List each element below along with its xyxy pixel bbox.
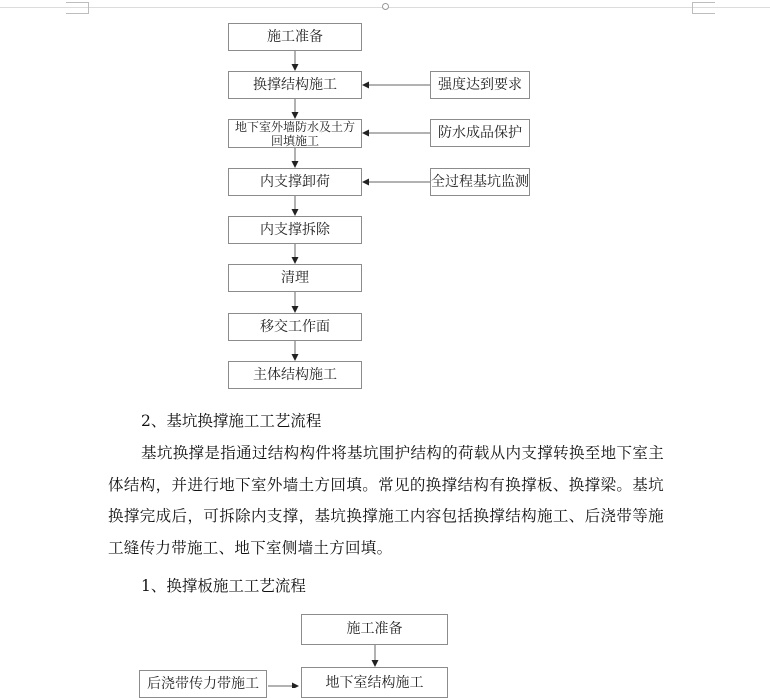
flow-step-support-construction: 换撑结构施工 <box>228 71 362 99</box>
flow-side-monitoring: 全过程基坑监测 <box>430 168 530 196</box>
sub-heading: 1、换撑板施工工艺流程 <box>141 577 306 595</box>
flow-side-strength: 强度达到要求 <box>430 71 530 99</box>
flow-step-handover: 移交工作面 <box>228 313 362 341</box>
flow-step-waterproof-backfill: 地下室外墙防水及土方回填施工 <box>228 119 362 148</box>
flow2-step-basement-structure: 地下室结构施工 <box>301 667 448 698</box>
flow-step-prep: 施工准备 <box>228 23 362 51</box>
body-paragraph: 基坑换撑是指通过结构构件将基坑围护结构的荷载从内支撑转换至地下室主体结构，并进行地下室外墙土方回填。常见的换撑结构有换撑板、换撑梁。基坑换撑完成后，可拆除内支撑，基坑换撑施工内容包括换撑结构施工、后浇带等施工缝传力带施工、地下室侧墙土方回填。 <box>108 444 664 557</box>
flow-step-remove: 内支撑拆除 <box>228 216 362 244</box>
flow-step-unload: 内支撑卸荷 <box>228 168 362 196</box>
flow-step-main-structure: 主体结构施工 <box>228 361 362 389</box>
flow-step-clean: 清理 <box>228 264 362 292</box>
flow-side-waterproof-protect: 防水成品保护 <box>430 119 530 147</box>
flow2-side-post-pour-strip: 后浇带传力带施工 <box>139 670 267 698</box>
flow2-step-prep: 施工准备 <box>301 614 448 645</box>
section-heading: 2、基坑换撑施工工艺流程 <box>141 412 322 430</box>
